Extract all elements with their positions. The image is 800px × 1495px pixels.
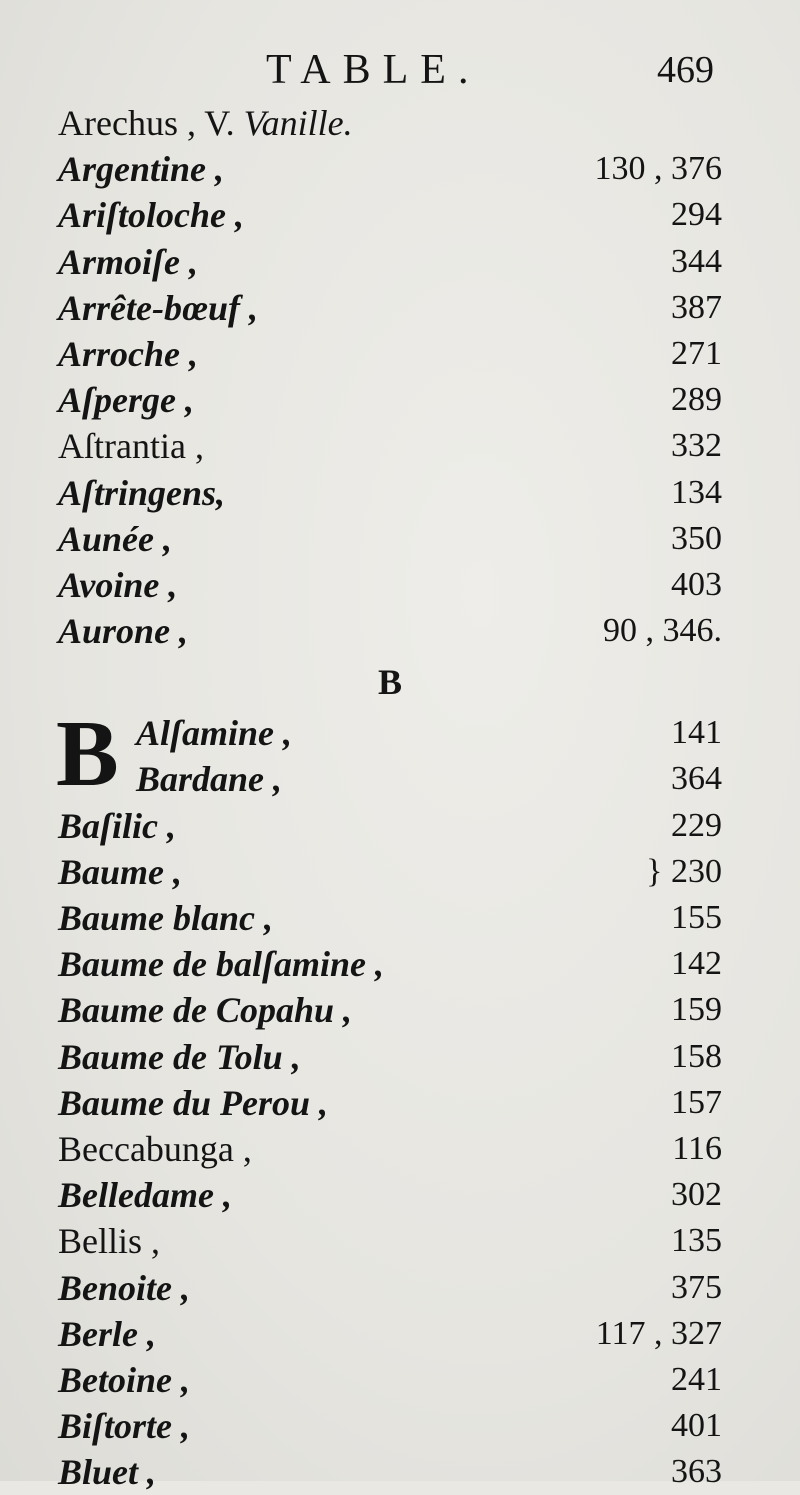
index-entry	[58, 377, 722, 423]
index-entry	[58, 331, 722, 377]
index-entry	[58, 423, 722, 469]
section-letter-heading: B	[377, 662, 402, 703]
index-list	[58, 100, 722, 1495]
entry-page: 375	[671, 1268, 722, 1306]
entry-term: Aunée ,	[58, 518, 173, 559]
entry-term: Biſtorte ,	[58, 1406, 190, 1447]
entry-page: 141	[671, 714, 722, 752]
entry-page: 142	[671, 945, 722, 983]
index-entry	[58, 941, 722, 987]
page-title: TABLE.	[266, 47, 481, 93]
entry-term: Ariſtoloche ,	[58, 195, 244, 236]
entry-page: 159	[671, 991, 722, 1029]
entry-term: Aſtrantia ,	[58, 426, 204, 467]
entry-page: 350	[671, 519, 722, 557]
entry-page: 332	[671, 427, 722, 465]
index-entry	[58, 849, 722, 895]
entry-term: Arrête-bœuf ,	[58, 287, 258, 328]
running-header	[0, 46, 800, 96]
entry-see-reference: Vanille.	[243, 103, 353, 143]
index-entry	[58, 146, 722, 192]
entry-page: 403	[671, 565, 722, 603]
index-entry	[58, 239, 722, 285]
entry-term: Arechus , V.	[58, 103, 244, 143]
entry-term: Avoine ,	[58, 564, 178, 605]
entry-page: 241	[671, 1360, 722, 1398]
index-entry	[58, 516, 722, 562]
index-entry	[58, 1034, 722, 1080]
index-entry	[58, 1403, 722, 1449]
entry-page: 302	[671, 1176, 722, 1214]
entry-page: 90 , 346.	[603, 612, 722, 650]
index-entry	[58, 285, 722, 331]
entry-page: 229	[671, 806, 722, 844]
index-entry	[58, 1172, 722, 1218]
index-entry	[58, 192, 722, 238]
entry-page: 134	[671, 473, 722, 511]
index-entry	[58, 1080, 722, 1126]
index-entry	[58, 987, 722, 1033]
drop-cap: B	[56, 702, 119, 807]
entry-page: 155	[671, 899, 722, 936]
entry-term: Aſtringens,	[58, 472, 226, 513]
entry-term: Bellis ,	[58, 1221, 161, 1262]
index-entry	[58, 608, 722, 654]
index-entry	[58, 1218, 722, 1264]
entry-term: Alſamine ,	[136, 713, 293, 754]
entry-term: Benoite ,	[58, 1267, 190, 1308]
entry-term: Bluet ,	[58, 1452, 157, 1493]
entry-page: 294	[671, 196, 722, 234]
entry-term: Baume de Copahu ,	[58, 990, 353, 1031]
entry-page: 364	[671, 760, 722, 798]
page-number: 469	[657, 49, 714, 91]
entry-page: 401	[671, 1407, 722, 1445]
entry-term: Baume de Tolu ,	[58, 1036, 301, 1077]
entry-term: Baume blanc ,	[58, 898, 274, 938]
index-entry	[58, 1449, 722, 1495]
entry-term: Arroche ,	[58, 333, 199, 374]
index-entry	[58, 803, 722, 849]
index-entry	[58, 756, 722, 802]
entry-page: 157	[671, 1083, 722, 1121]
entry-term: Beccabunga ,	[58, 1128, 252, 1169]
entry-term: Aſperge ,	[58, 380, 194, 421]
entry-page: 387	[671, 288, 722, 326]
index-entry	[58, 100, 722, 146]
entry-term: Baume de balſamine ,	[58, 944, 384, 985]
index-entry	[58, 1265, 722, 1311]
entry-term: Belledame ,	[58, 1175, 232, 1216]
index-entry	[58, 1311, 722, 1357]
index-entry	[58, 1357, 722, 1403]
entry-term: Baſilic ,	[58, 805, 176, 846]
index-entry	[58, 1126, 722, 1172]
index-entry	[58, 470, 722, 516]
entry-term: Baume ,	[58, 851, 183, 892]
index-entry	[58, 895, 722, 941]
entry-term: Armoiſe ,	[58, 241, 198, 282]
entry-page: 117 , 327	[595, 1314, 722, 1352]
entry-page: } 230	[646, 852, 722, 890]
entry-page: 363	[671, 1453, 722, 1491]
index-entry	[58, 562, 722, 608]
entry-page: 116	[672, 1129, 722, 1167]
entry-term: Baume du Perou ,	[58, 1082, 329, 1123]
entry-page: 289	[671, 381, 722, 419]
entry-page: 158	[671, 1037, 722, 1075]
entry-page: 135	[671, 1222, 722, 1260]
entry-term: Argentine ,	[58, 149, 225, 190]
entry-term: Berle ,	[58, 1313, 156, 1354]
entry-page: 344	[671, 242, 722, 280]
entry-term: Betoine ,	[58, 1359, 190, 1400]
entry-page: 130 , 376	[594, 150, 722, 188]
entry-term: Aurone ,	[58, 611, 189, 652]
entry-page: 271	[671, 334, 722, 372]
entry-term: Bardane ,	[136, 759, 283, 800]
